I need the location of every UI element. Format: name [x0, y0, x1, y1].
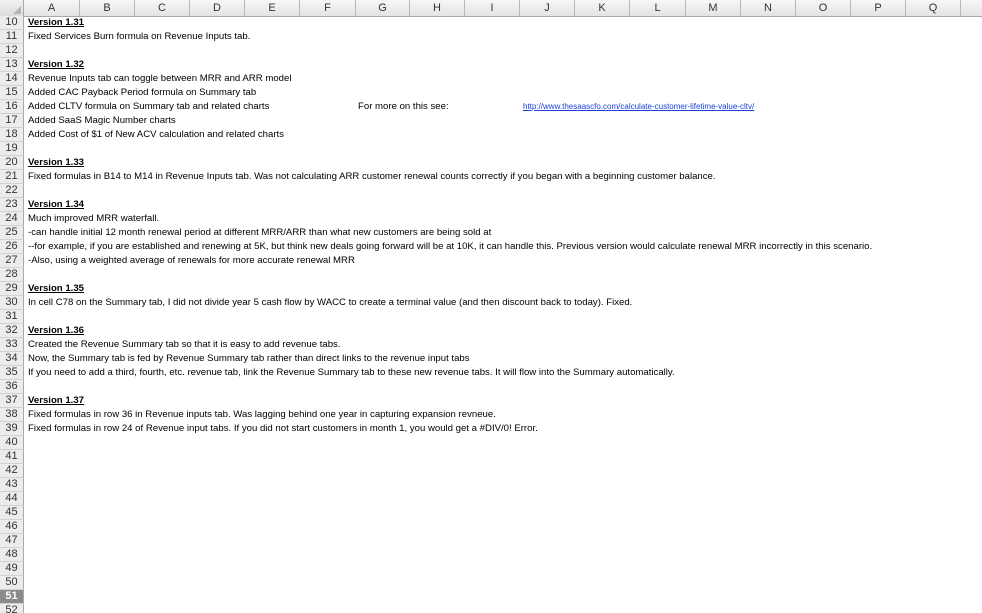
version-heading[interactable]: Version 1.37	[28, 395, 84, 406]
column-header-a[interactable]: A	[24, 0, 80, 16]
row-header-32[interactable]: 32	[0, 324, 24, 338]
row-header-52[interactable]: 52	[0, 604, 24, 613]
column-header-m[interactable]: M	[686, 0, 741, 16]
row-header-24[interactable]: 24	[0, 212, 24, 226]
changelog-cell[interactable]: -Also, using a weighted average of renewals for more accurate renewal MRR	[28, 255, 355, 266]
changelog-cell[interactable]: Now, the Summary tab is fed by Revenue Summary tab rather than direct links to the revenue input tabs	[28, 353, 470, 364]
changelog-cell[interactable]: -can handle initial 12 month renewal period at different MRR/ARR than what new customers are being sold at	[28, 227, 492, 238]
version-heading[interactable]: Version 1.32	[28, 59, 84, 70]
version-heading[interactable]: Version 1.35	[28, 283, 84, 294]
row-header-33[interactable]: 33	[0, 338, 24, 352]
select-all-corner[interactable]	[0, 0, 24, 16]
column-header-p[interactable]: P	[851, 0, 906, 16]
for-more-label[interactable]: For more on this see:	[358, 101, 449, 112]
row-header-30[interactable]: 30	[0, 296, 24, 310]
row-header-13[interactable]: 13	[0, 58, 24, 72]
column-header-k[interactable]: K	[575, 0, 630, 16]
row-header-46[interactable]: 46	[0, 520, 24, 534]
changelog-cell[interactable]: Fixed formulas in B14 to M14 in Revenue Inputs tab. Was not calculating ARR customer renewal counts correctly if you began with a beginning customer balance.	[28, 171, 716, 182]
row-header-50[interactable]: 50	[0, 576, 24, 590]
changelog-cell[interactable]: --for example, if you are established and renewing at 5K, but think new deals going forward will be at 10K, it can handle this. Previous version would calculate renewal MRR incorrectly in this scenario.	[28, 241, 873, 252]
changelog-cell[interactable]: Fixed formulas in row 24 of Revenue input tabs. If you did not start customers in month 1, you would get a #DIV/0! Error.	[28, 423, 538, 434]
row-header-21[interactable]: 21	[0, 170, 24, 184]
row-header-18[interactable]: 18	[0, 128, 24, 142]
row-header-51[interactable]: 51	[0, 590, 24, 604]
row-header-41[interactable]: 41	[0, 450, 24, 464]
row-header-15[interactable]: 15	[0, 86, 24, 100]
changelog-cell[interactable]: Added CAC Payback Period formula on Summary tab	[28, 87, 257, 98]
column-header-j[interactable]: J	[520, 0, 575, 16]
row-header-38[interactable]: 38	[0, 408, 24, 422]
changelog-cell[interactable]: Fixed formulas in row 36 in Revenue inputs tab. Was lagging behind one year in capturing expansion revneue.	[28, 409, 496, 420]
row-header-22[interactable]: 22	[0, 184, 24, 198]
row-header-27[interactable]: 27	[0, 254, 24, 268]
row-header-17[interactable]: 17	[0, 114, 24, 128]
row-header-29[interactable]: 29	[0, 282, 24, 296]
column-header-g[interactable]: G	[356, 0, 410, 16]
column-header-e[interactable]: E	[245, 0, 300, 16]
row-header-12[interactable]: 12	[0, 44, 24, 58]
row-header-10[interactable]: 10	[0, 16, 24, 30]
row-header-43[interactable]: 43	[0, 478, 24, 492]
column-header-q[interactable]: Q	[906, 0, 961, 16]
row-header-26[interactable]: 26	[0, 240, 24, 254]
column-header-l[interactable]: L	[630, 0, 686, 16]
changelog-cell[interactable]: If you need to add a third, fourth, etc. revenue tab, link the Revenue Summary tab to these new revenue tabs. It will flow into the Summary automatically.	[28, 367, 675, 378]
row-header-36[interactable]: 36	[0, 380, 24, 394]
changelog-cell[interactable]: Fixed Services Burn formula on Revenue Inputs tab.	[28, 31, 251, 42]
column-header-d[interactable]: D	[190, 0, 245, 16]
changelog-cell[interactable]: In cell C78 on the Summary tab, I did not divide year 5 cash flow by WACC to create a terminal value (and then discount back to today). Fixed.	[28, 297, 633, 308]
changelog-cell[interactable]: Added Cost of $1 of New ACV calculation and related charts	[28, 129, 284, 140]
row-header-37[interactable]: 37	[0, 394, 24, 408]
column-header-i[interactable]: I	[465, 0, 520, 16]
row-header-34[interactable]: 34	[0, 352, 24, 366]
row-header-49[interactable]: 49	[0, 562, 24, 576]
row-header-47[interactable]: 47	[0, 534, 24, 548]
column-header-o[interactable]: O	[796, 0, 851, 16]
row-header-23[interactable]: 23	[0, 198, 24, 212]
row-header-48[interactable]: 48	[0, 548, 24, 562]
row-header-44[interactable]: 44	[0, 492, 24, 506]
row-header-19[interactable]: 19	[0, 142, 24, 156]
version-heading[interactable]: Version 1.31	[28, 17, 84, 28]
row-header-16[interactable]: 16	[0, 100, 24, 114]
version-heading[interactable]: Version 1.33	[28, 157, 84, 168]
changelog-cell[interactable]: Added SaaS Magic Number charts	[28, 115, 176, 126]
column-header-h[interactable]: H	[410, 0, 465, 16]
changelog-cell[interactable]: Created the Revenue Summary tab so that it is easy to add revenue tabs.	[28, 339, 341, 350]
row-header-31[interactable]: 31	[0, 310, 24, 324]
column-header-bar	[0, 0, 982, 17]
column-header-f[interactable]: F	[300, 0, 356, 16]
row-header-45[interactable]: 45	[0, 506, 24, 520]
row-header-40[interactable]: 40	[0, 436, 24, 450]
changelog-cell[interactable]: Revenue Inputs tab can toggle between MRR and ARR model	[28, 73, 292, 84]
changelog-cell[interactable]: Added CLTV formula on Summary tab and related charts	[28, 101, 270, 112]
version-heading[interactable]: Version 1.36	[28, 325, 84, 336]
row-header-28[interactable]: 28	[0, 268, 24, 282]
row-header-39[interactable]: 39	[0, 422, 24, 436]
row-header-42[interactable]: 42	[0, 464, 24, 478]
row-header-20[interactable]: 20	[0, 156, 24, 170]
row-header-14[interactable]: 14	[0, 72, 24, 86]
version-heading[interactable]: Version 1.34	[28, 199, 84, 210]
row-header-11[interactable]: 11	[0, 30, 24, 44]
column-header-c[interactable]: C	[135, 0, 190, 16]
cltv-article-link[interactable]: http://www.thesaascfo.com/calculate-customer-lifetime-value-cltv/	[523, 102, 755, 111]
row-header-35[interactable]: 35	[0, 366, 24, 380]
column-header-n[interactable]: N	[741, 0, 796, 16]
changelog-cell[interactable]: Much improved MRR waterfall.	[28, 213, 160, 224]
row-header-25[interactable]: 25	[0, 226, 24, 240]
column-header-b[interactable]: B	[80, 0, 135, 16]
